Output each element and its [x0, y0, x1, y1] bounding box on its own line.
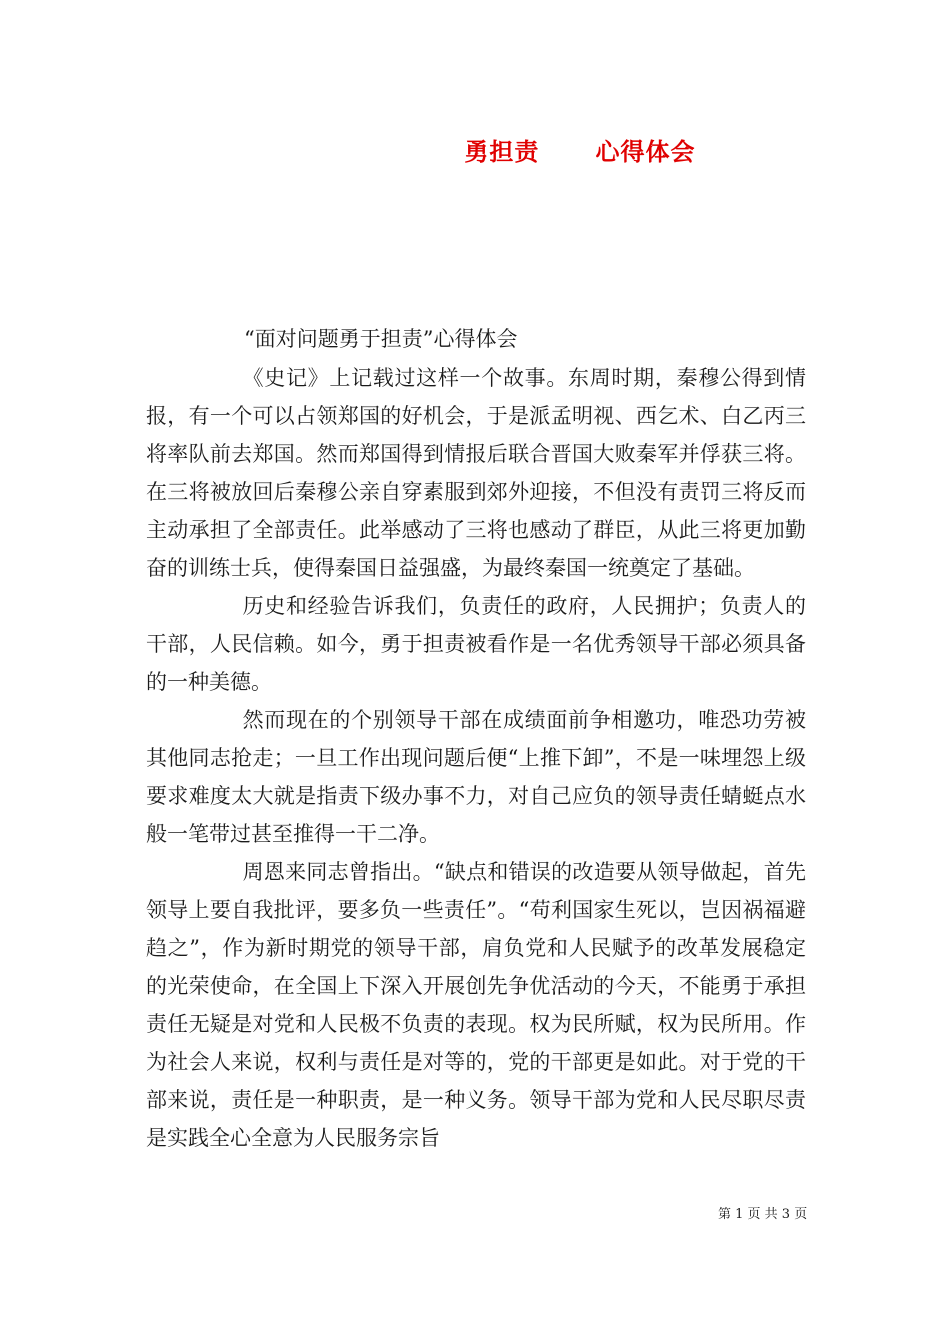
page-number-footer: 第 1 页 共 3 页 — [718, 1207, 808, 1222]
paragraph-1: 《史记》上记载过这样一个故事。东周时期，秦穆公得到情报，有一个可以占领郑国的好机会，于是派孟明视、西乞术、白乙丙三将率队前去郑国。然而郑国得到情报后联合晋国大败秦军并俘获三将。在三将被放回后秦穆公亲自穿素服到郊外迎接，不但没有责罚三将反而主动承担了全部责任。此举感动了三将也感动了群臣，从此三将更加勤奋的训练士兵，使得秦国日益强盛，为最终秦国一统奠定了基础。 — [146, 366, 806, 580]
paragraph-2: 历史和经验告诉我们，负责任的政府，人民拥护；负责人的干部，人民信赖。如今，勇于担责被看作是一名优秀领导干部必须具备的一种美德。 — [146, 594, 806, 694]
paragraph-4: 周恩来同志曾指出。“缺点和错误的改造要从领导做起，首先领导上要自我批评，要多负一些责任”。“苟利国家生死以，岂因祸福避趋之”，作为新时期党的领导干部，肩负党和人民赋予的改革发展稳定的光荣使命，在全国上下深入开展创先争优活动的今天，不能勇于承担责任无疑是对党和人民极不负责的表现。权为民所赋，权为民所用。作为社会人来说，权利与责任是对等的，党的干部更是如此。对于党的干部来说，责任是一种职责，是一种义务。领导干部为党和人民尽职尽责是实践全心全意为人民服务宗旨 — [146, 860, 806, 1150]
document-subtitle: “面对问题勇于担责”心得体会 — [244, 327, 518, 351]
document-body — [146, 359, 806, 1157]
paragraph-3: 然而现在的个别领导干部在成绩面前争相邀功，唯恐功劳被其他同志抢走；一旦工作出现问题后便“上推下卸”，不是一味埋怨上级要求难度太大就是指责下级办事不力，对自己应负的领导责任蜻蜓点水般一笔带过甚至推得一干二净。 — [146, 708, 806, 846]
document-title: 勇担责 心得体会 — [464, 138, 696, 166]
